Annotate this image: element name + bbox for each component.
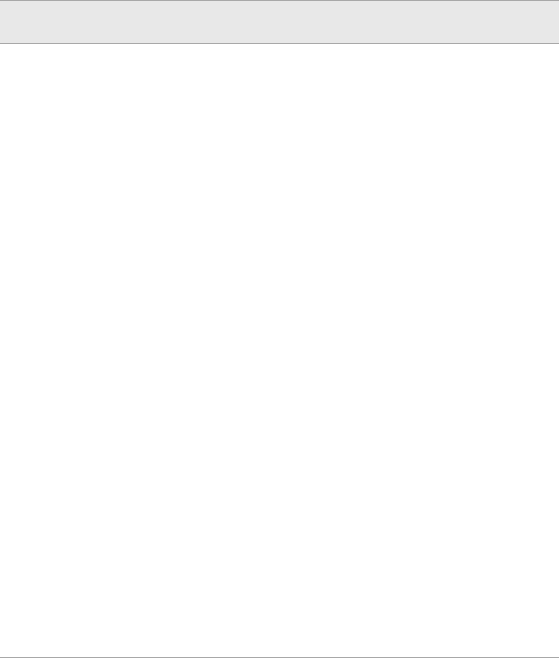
table-header-band	[0, 0, 559, 44]
table-bottom-rule	[0, 657, 559, 658]
